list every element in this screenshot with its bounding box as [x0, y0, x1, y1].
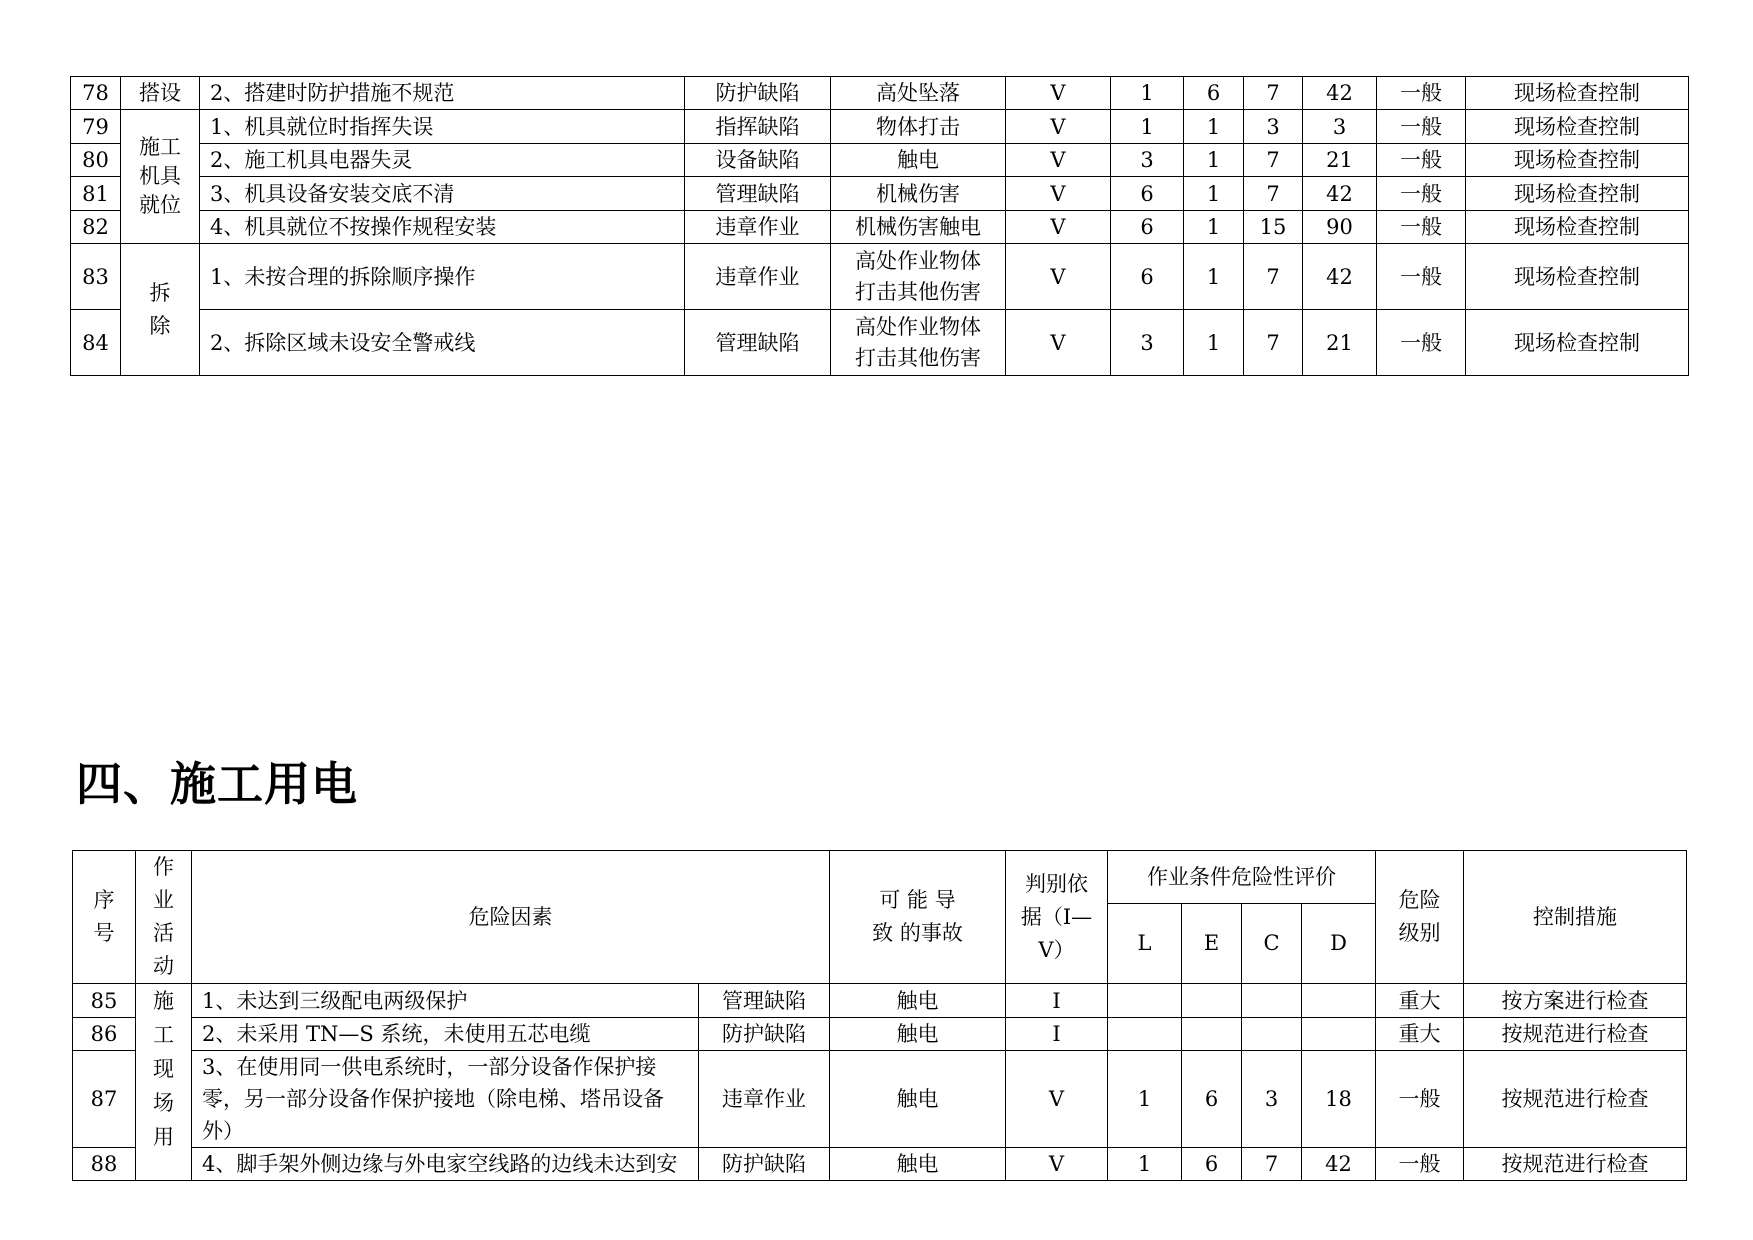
level-cell: 一般: [1376, 1051, 1464, 1148]
c-cell: 3: [1244, 110, 1303, 144]
table-row: [71, 144, 1689, 177]
row-number: 81: [71, 177, 121, 211]
d-cell: 21: [1303, 310, 1377, 376]
table-row: [71, 310, 1689, 376]
l-cell: 1: [1108, 1051, 1182, 1148]
hazard-type-cell: 管理缺陷: [685, 177, 831, 211]
l-cell: 1: [1111, 110, 1184, 144]
basis-cell: I: [1006, 1018, 1108, 1051]
measure-cell: 按规范进行检查: [1464, 1148, 1687, 1181]
l-cell: 6: [1111, 177, 1184, 211]
row-number: 87: [73, 1051, 136, 1148]
hazard-type-cell: 防护缺陷: [699, 1148, 830, 1181]
d-cell: [1302, 1018, 1376, 1051]
header-accident: 可 能 导 致 的事故: [830, 851, 1006, 984]
d-cell: 21: [1303, 144, 1377, 177]
hazard-cell: 3、在使用同一供电系统时，一部分设备作保护接零，另一部分设备作保护接地（除电梯、塔吊设备外）: [192, 1051, 699, 1148]
e-cell: 1: [1184, 244, 1244, 310]
hazard-type-cell: 违章作业: [699, 1051, 830, 1148]
l-cell: [1108, 1018, 1182, 1051]
measure-cell: 现场检查控制: [1466, 177, 1689, 211]
e-cell: 1: [1184, 310, 1244, 376]
header-no: 序号: [73, 851, 136, 984]
header-lec-group: 作业条件危险性评价: [1108, 851, 1376, 904]
accident-cell: 高处坠落: [831, 77, 1006, 110]
e-cell: 6: [1182, 1051, 1242, 1148]
table-row: [71, 211, 1689, 244]
section-title: 四、施工用电: [76, 757, 358, 811]
row-number: 78: [71, 77, 121, 110]
c-cell: 7: [1244, 177, 1303, 211]
e-cell: 1: [1184, 211, 1244, 244]
hazard-cell: 4、机具就位不按操作规程安装: [200, 211, 685, 244]
d-cell: [1302, 984, 1376, 1018]
row-number: 79: [71, 110, 121, 144]
row-number: 83: [71, 244, 121, 310]
accident-cell: 触电: [830, 1051, 1006, 1148]
basis-cell: V: [1006, 177, 1111, 211]
e-cell: 6: [1182, 1148, 1242, 1181]
c-cell: [1242, 1018, 1302, 1051]
table-row: [73, 1051, 1687, 1148]
accident-cell: 高处作业物体打击其他伤害: [831, 244, 1006, 310]
header-measure: 控制措施: [1464, 851, 1687, 984]
c-cell: 3: [1242, 1051, 1302, 1148]
hazard-type-cell: 管理缺陷: [699, 984, 830, 1018]
accident-cell: 触电: [830, 1148, 1006, 1181]
c-cell: 7: [1244, 144, 1303, 177]
measure-cell: 按方案进行检查: [1464, 984, 1687, 1018]
d-cell: 3: [1303, 110, 1377, 144]
basis-cell: I: [1006, 984, 1108, 1018]
row-number: 84: [71, 310, 121, 376]
hazard-cell: 2、未采用 TN—S 系统，未使用五芯电缆: [192, 1018, 699, 1051]
l-cell: 6: [1111, 211, 1184, 244]
hazard-cell: 1、机具就位时指挥失误: [200, 110, 685, 144]
accident-cell: 触电: [830, 984, 1006, 1018]
c-cell: 7: [1244, 77, 1303, 110]
header-row: [73, 851, 1687, 904]
l-cell: 3: [1111, 310, 1184, 376]
d-cell: 42: [1302, 1148, 1376, 1181]
c-cell: 7: [1244, 244, 1303, 310]
l-cell: 3: [1111, 144, 1184, 177]
e-cell: [1182, 1018, 1242, 1051]
d-cell: 18: [1302, 1051, 1376, 1148]
hazard-cell: 1、未按合理的拆除顺序操作: [200, 244, 685, 310]
activity-cell: 施工机具就位: [121, 110, 200, 244]
l-cell: 1: [1108, 1148, 1182, 1181]
l-cell: 1: [1111, 77, 1184, 110]
measure-cell: 现场检查控制: [1466, 310, 1689, 376]
level-cell: 重大: [1376, 984, 1464, 1018]
header-hazard: 危险因素: [192, 851, 830, 984]
level-cell: 一般: [1377, 177, 1466, 211]
d-cell: 42: [1303, 244, 1377, 310]
level-cell: 一般: [1377, 310, 1466, 376]
hazard-cell: 2、搭建时防护措施不规范: [200, 77, 685, 110]
hazard-cell: 3、机具设备安装交底不清: [200, 177, 685, 211]
c-cell: 15: [1244, 211, 1303, 244]
basis-cell: V: [1006, 310, 1111, 376]
measure-cell: 现场检查控制: [1466, 110, 1689, 144]
basis-cell: V: [1006, 244, 1111, 310]
accident-cell: 机械伤害: [831, 177, 1006, 211]
activity-cell: 施工现场用: [136, 984, 192, 1181]
level-cell: 一般: [1376, 1148, 1464, 1181]
hazard-cell: 4、脚手架外侧边缘与外电家空线路的边线未达到安: [192, 1148, 699, 1181]
basis-cell: V: [1006, 1051, 1108, 1148]
hazard-cell: 1、未达到三级配电两级保护: [192, 984, 699, 1018]
header-e: E: [1182, 904, 1242, 984]
activity-cell: 搭设: [121, 77, 200, 110]
level-cell: 一般: [1377, 110, 1466, 144]
accident-cell: 触电: [831, 144, 1006, 177]
l-cell: 6: [1111, 244, 1184, 310]
measure-cell: 按规范进行检查: [1464, 1018, 1687, 1051]
table-row: [71, 77, 1689, 110]
hazard-type-cell: 违章作业: [685, 244, 831, 310]
table-row: [71, 110, 1689, 144]
hazard-table-1: [70, 76, 1689, 376]
header-basis: 判别依据（I—V）: [1006, 851, 1108, 984]
e-cell: 1: [1184, 110, 1244, 144]
hazard-type-cell: 指挥缺陷: [685, 110, 831, 144]
c-cell: 7: [1244, 310, 1303, 376]
measure-cell: 按规范进行检查: [1464, 1051, 1687, 1148]
e-cell: 1: [1184, 144, 1244, 177]
basis-cell: V: [1006, 144, 1111, 177]
measure-cell: 现场检查控制: [1466, 211, 1689, 244]
header-level: 危险级别: [1376, 851, 1464, 984]
c-cell: [1242, 984, 1302, 1018]
header-c: C: [1242, 904, 1302, 984]
accident-cell: 机械伤害触电: [831, 211, 1006, 244]
table-row: [73, 984, 1687, 1018]
activity-cell: 拆除: [121, 244, 200, 376]
d-cell: 42: [1303, 77, 1377, 110]
d-cell: 90: [1303, 211, 1377, 244]
hazard-cell: 2、施工机具电器失灵: [200, 144, 685, 177]
row-number: 86: [73, 1018, 136, 1051]
hazard-type-cell: 违章作业: [685, 211, 831, 244]
hazard-type-cell: 管理缺陷: [685, 310, 831, 376]
measure-cell: 现场检查控制: [1466, 144, 1689, 177]
e-cell: [1182, 984, 1242, 1018]
level-cell: 一般: [1377, 144, 1466, 177]
hazard-cell: 2、拆除区域未设安全警戒线: [200, 310, 685, 376]
row-number: 88: [73, 1148, 136, 1181]
accident-cell: 触电: [830, 1018, 1006, 1051]
accident-cell: 高处作业物体打击其他伤害: [831, 310, 1006, 376]
header-activity: 作业活动: [136, 851, 192, 984]
basis-cell: V: [1006, 77, 1111, 110]
e-cell: 6: [1184, 77, 1244, 110]
row-number: 80: [71, 144, 121, 177]
accident-cell: 物体打击: [831, 110, 1006, 144]
level-cell: 一般: [1377, 244, 1466, 310]
level-cell: 重大: [1376, 1018, 1464, 1051]
table-row: [71, 244, 1689, 310]
basis-cell: V: [1006, 211, 1111, 244]
measure-cell: 现场检查控制: [1466, 77, 1689, 110]
basis-cell: V: [1006, 110, 1111, 144]
measure-cell: 现场检查控制: [1466, 244, 1689, 310]
l-cell: [1108, 984, 1182, 1018]
level-cell: 一般: [1377, 77, 1466, 110]
table-row: [73, 1148, 1687, 1181]
row-number: 82: [71, 211, 121, 244]
row-number: 85: [73, 984, 136, 1018]
table-row: [71, 177, 1689, 211]
header-d: D: [1302, 904, 1376, 984]
level-cell: 一般: [1377, 211, 1466, 244]
table-row: [73, 1018, 1687, 1051]
basis-cell: V: [1006, 1148, 1108, 1181]
header-l: L: [1108, 904, 1182, 984]
e-cell: 1: [1184, 177, 1244, 211]
hazard-type-cell: 防护缺陷: [685, 77, 831, 110]
c-cell: 7: [1242, 1148, 1302, 1181]
d-cell: 42: [1303, 177, 1377, 211]
hazard-table-2: [72, 850, 1687, 1181]
hazard-type-cell: 防护缺陷: [699, 1018, 830, 1051]
hazard-type-cell: 设备缺陷: [685, 144, 831, 177]
